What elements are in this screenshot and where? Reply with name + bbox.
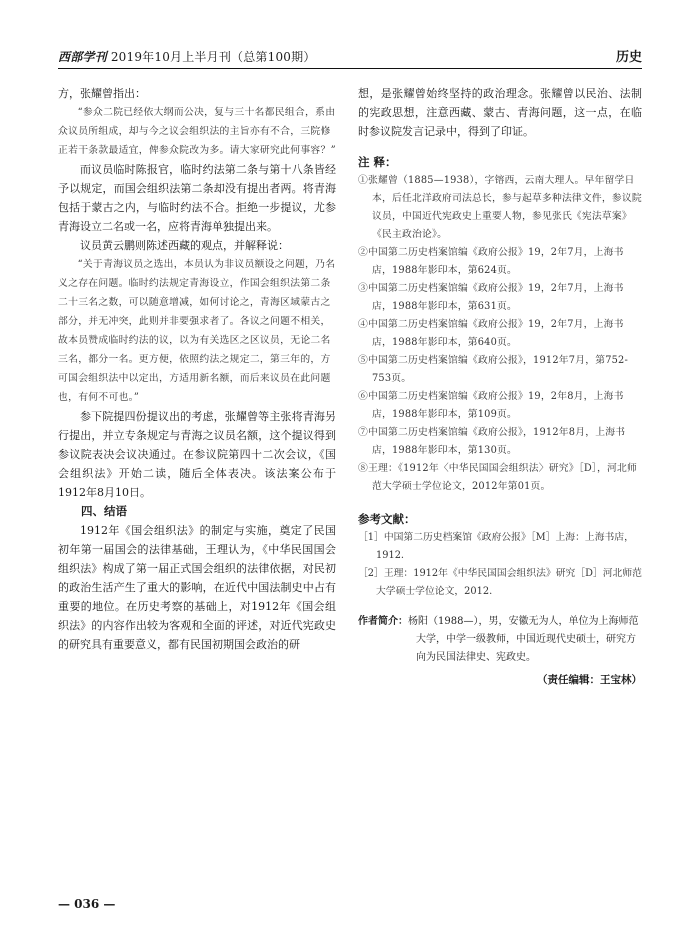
page-header [58, 40, 642, 70]
right-column [358, 84, 642, 690]
references-list [358, 529, 642, 601]
author-bio [358, 613, 642, 667]
journal-issue: 2019年10月上半月刊（总第100期） [110, 50, 316, 64]
journal-name: 西部学刊 [58, 50, 107, 64]
section-heading: 四、结语 [81, 504, 127, 518]
author-label: 作者简介： [358, 616, 408, 627]
paragraph: 1912年《国会组织法》的制定与实施，奠定了民国初年第一届国会的法律基础，王理认为，《中华民国国会组织法》构成了第一届正式国会组织的法律依据，对民初的政治生活产生了重大的影响，在近代中国法制史中占有重要的地位。在历史考察的基础上，对1912年《国会组织法》的内容作出较为客观和全面的评述，对近代宪政史的研究具有重要意义，都有民国初期国会政治的研 [58, 524, 336, 651]
block-quote: “参众二院已经依大纲而公决，复与三十名都民组合，系由众议员所组成，却与今之议会组织法的主旨亦有不合，三院修正若干条款最适宜，俾参众院改为多。请大家研究此何事容？” [58, 107, 336, 156]
notes-heading: 注 释： [358, 155, 397, 169]
paragraph: 想，是张耀曾始终坚持的政治理念。张耀曾以民治、法制的宪政思想，注意西藏、蒙古、青海问题，这一点，在临时参议院发言记录中，得到了印证。 [358, 87, 642, 138]
section-title: 历史 [615, 50, 642, 65]
note-item: ④中国第二历史档案馆编《政府公报》19，2年7月，上海书店，1988年影印本，第640页。 [358, 319, 624, 348]
paragraph: 而议员临时陈报官，临时约法第二条与第十八条皆经予以规定，而国会组织法第二条却没有提出者两。将青海包括于蒙古之内，与临时约法不合。拒绝一步提议，尤参青海设立二名或一名，应将青海单独提出来。 [58, 163, 336, 233]
block-quote: “关于青海议员之选出，本员认为非议员额设之问题，乃名义之存在问题。临时约法规定青海设立，作国会组织法第二条二十三名之数，可以随意增减，如何讨论之，青海区域蒙古之部分，并无冲突，此则并非要强求者了。各议之问题不相关，故本员赞成临时约法的议，以为有关选区之区议员，无论二名三名，都分一名。更方便，依照约法之规定二，第三年的，方可国会组织法中以定出，方适用新名额，而后来议员在此问题也，有何不可也。” [58, 259, 336, 403]
left-column [58, 84, 336, 654]
notes-list [358, 172, 642, 496]
note-item: ②中国第二历史档案馆编《政府公报》19，2年7月，上海书店，1988年影印本，第624页。 [358, 247, 624, 276]
journal-info [58, 48, 316, 65]
note-item: ①张耀曾（1885—1938），字镕西，云南大理人。早年留学日本，后任北洋政府司法总长，参与起草多种法律文件，参议院议员，中国近代宪政史上重要人物，参见张氏《宪法草案》《民主政治论》。 [358, 175, 642, 240]
note-item: ⑥中国第二历史档案馆编《政府公报》19，2年8月，上海书店，1988年影印本，第109页。 [358, 391, 624, 420]
reference-item: ［1］中国第二历史档案馆《政府公报》［M］上海：上海书店，1912. [358, 532, 634, 561]
author-text: 杨阳（1988—），男，安徽无为人，单位为上海师范大学，中学一级教师，中国近现代史硕士，研究方向为民国法律史、宪政史。 [408, 616, 639, 663]
paragraph: 方，张耀曾指出： [58, 87, 146, 100]
paragraph: 议员黄云鹏则陈述西藏的观点，并解释说： [80, 239, 289, 252]
page-number: — 036 — [58, 897, 116, 911]
note-item: ⑦中国第二历史档案馆编《政府公报》，1912年8月，上海书店，1988年影印本，第130页。 [358, 427, 626, 456]
note-item: ⑤中国第二历史档案馆编《政府公报》，1912年7月，第752-753页。 [358, 355, 629, 384]
editor-credit: （责任编辑：王宝林） [537, 674, 642, 686]
note-item: ⑧王理：《1912年〈中华民国国会组织法〉研究》［D］，河北师范大学硕士学位论文，2012年第01页。 [358, 463, 638, 492]
references-heading: 参考文献： [358, 512, 416, 526]
note-item: ③中国第二历史档案馆编《政府公报》19，2年7月，上海书店，1988年影印本，第631页。 [358, 283, 624, 312]
header-rule [58, 68, 642, 69]
paragraph: 参下院提四份提议出的考虑，张耀曾等主张将青海另行提出，并立专条规定与青海之议员名额，这个提议得到参议院表决会议决通过。在参议院第四十二次会议，《国会组织法》开始二读，随后全体表决。该法案公布于1912年8月10日。 [58, 410, 336, 499]
reference-item: ［2］王理：1912年《中华民国国会组织法》研究［D］河北师范大学硕士学位论文，2012. [358, 568, 642, 597]
